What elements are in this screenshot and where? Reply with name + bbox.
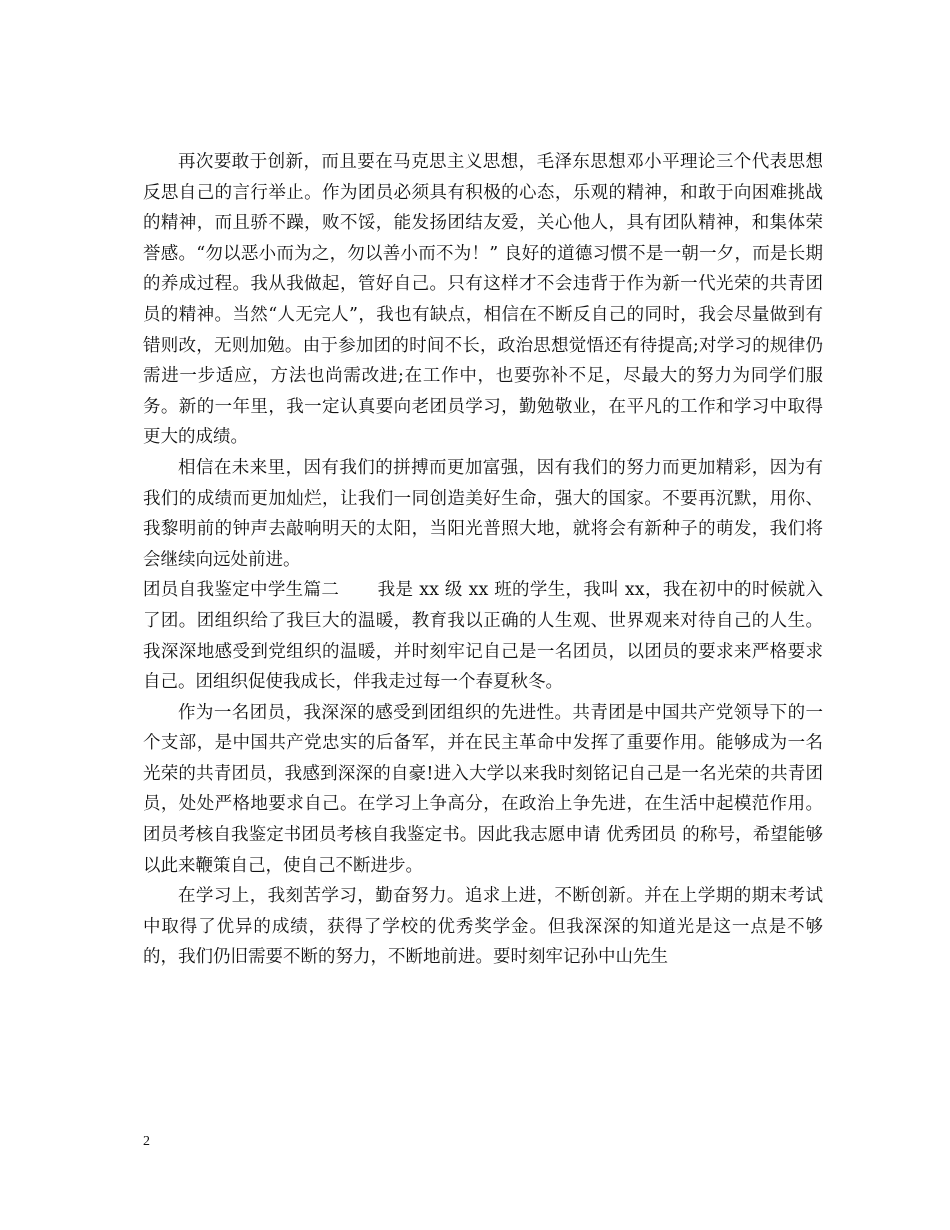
section-first-paragraph-text: 我是 xx 级 xx 班的学生，我叫 xx，我在初中的时候就入了团。团组织给了我巨大的温暖，教育我以正确的人生观、世界观来对待自己的人生。我深深地感受到党组织的温暖，并时刻牢记自己是一名团员，以团员的要求来严格要求自己。团组织促使我成长，伴我走过每一个春夏秋冬。 bbox=[143, 580, 823, 693]
page-number: 2 bbox=[143, 1134, 150, 1149]
section-paragraph-2: 作为一名团员，我深深的感受到团组织的先进性。共青团是中国共产党领导下的一个支部，是中国共产党忠实的后备军，并在民主革命中发挥了重要作用。能够成为一名光荣的共青团员，我感到深深的自豪!进入大学以来我时刻铭记自己是一名光荣的共青团员，处处严格地要求自己。在学习上争高分，在政治上争先进，在生活中起模范作用。团员考核自我鉴定书团员考核自我鉴定书。因此我志愿申请 优秀团员 的称号，希望能够以此来鞭策自己，使自己不断进步。 bbox=[143, 702, 823, 876]
section-paragraph-1 bbox=[143, 575, 823, 697]
paragraph-2: 相信在未来里，因有我们的拼搏而更加富强，因有我们的努力而更加精彩，因为有我们的成绩而更加灿烂，让我们一同创造美好生命，强大的国家。不要再沉默，用你、我黎明前的钟声去敲响明天的太阳，当阳光普照大地，就将会有新种子的萌发，我们将会继续向远处前进。 bbox=[143, 457, 823, 570]
document-body bbox=[143, 147, 823, 973]
section-paragraph-3: 在学习上，我刻苦学习，勤奋努力。追求上进，不断创新。并在上学期的期末考试中取得了优异的成绩，获得了学校的优秀奖学金。但我深深的知道光是这一点是不够的，我们仍旧需要不断的努力，不断地前进。要时刻牢记孙中山先生 bbox=[143, 886, 823, 968]
section-heading: 团员自我鉴定中学生篇二 bbox=[143, 580, 340, 601]
paragraph-1: 再次要敢于创新，而且要在马克思主义思想，毛泽东思想邓小平理论三个代表思想反思自己的言行举止。作为团员必须具有积极的心态，乐观的精神，和敢于向困难挑战的精神，而且骄不躁，败不馁，能发扬团结友爱，关心他人，具有团队精神，和集体荣誉感。“勿以恶小而为之，勿以善小而不为！” 良好的道德习惯不是一朝一夕，而是长期的养成过程。我从我做起，管好自己。只有这样才不会违背于作为新一代光荣的共青团员的精神。当然“人无完人”，我也有缺点，相信在不断反自己的同时，我会尽量做到有错则改，无则加勉。由于参加团的时间不长，政治思想觉悟还有待提高;对学习的规律仍需进一步适应，方法也尚需改进;在工作中，也要弥补不足，尽最大的努力为同学们服务。新的一年里，我一定认真要向老团员学习，勤勉敬业，在平凡的工作和学习中取得更大的成绩。 bbox=[143, 152, 823, 448]
